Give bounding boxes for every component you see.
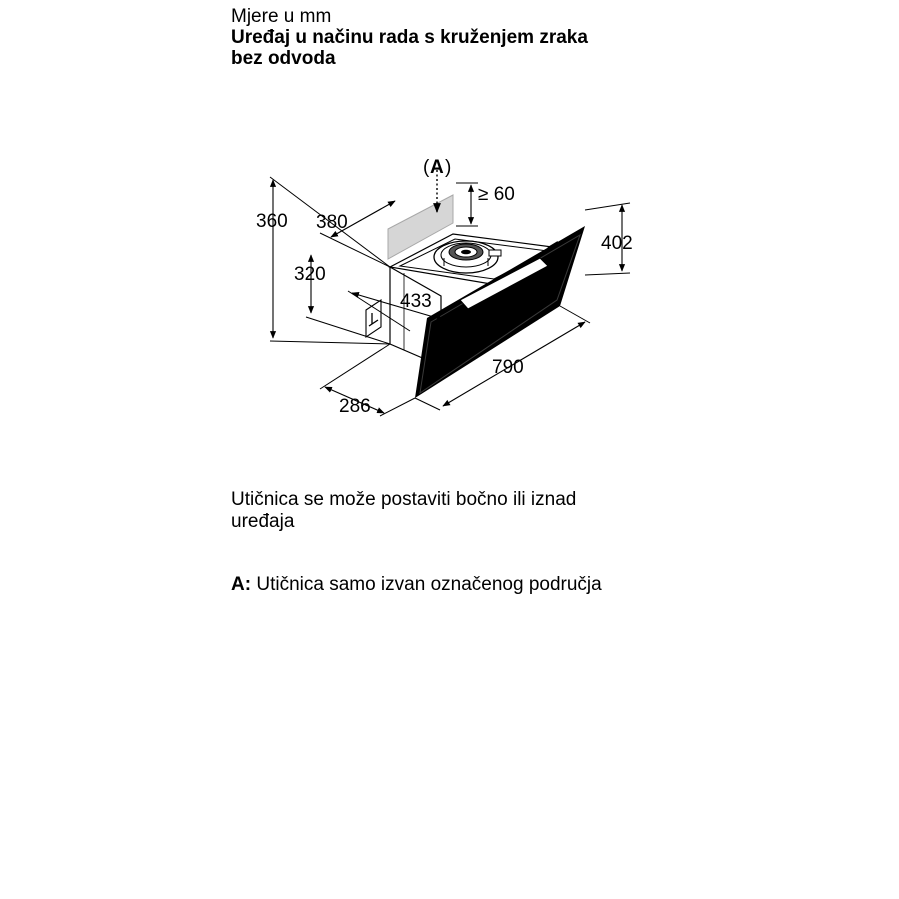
title-line-1: Uređaj u načinu rada s kruženjem zraka xyxy=(231,27,588,48)
note-line-2: uređaja xyxy=(231,511,295,532)
dim-label-360: 360 xyxy=(256,211,288,232)
dim-label-433: 433 xyxy=(400,291,432,312)
dim-label-380: 380 xyxy=(316,212,348,233)
socket-icon xyxy=(366,300,381,337)
legend-text: Utičnica samo izvan označenog područja xyxy=(251,574,602,595)
title-line-2: bez odvoda xyxy=(231,48,336,69)
dim-label-790: 790 xyxy=(492,357,524,378)
label-a-close: ) xyxy=(445,157,452,178)
legend-line xyxy=(231,574,602,595)
dim-label-320: 320 xyxy=(294,264,326,285)
dim-label-gap: ≥ 60 xyxy=(478,184,515,205)
note-line-1: Utičnica se može postaviti bočno ili iznad xyxy=(231,489,577,510)
dim-label-286: 286 xyxy=(339,396,371,417)
dim-label-402: 402 xyxy=(601,233,633,254)
units-caption: Mjere u mm xyxy=(231,6,332,27)
legend-key: A: xyxy=(231,574,252,595)
label-a-open: ( xyxy=(423,157,430,178)
label-a: A xyxy=(430,157,444,178)
